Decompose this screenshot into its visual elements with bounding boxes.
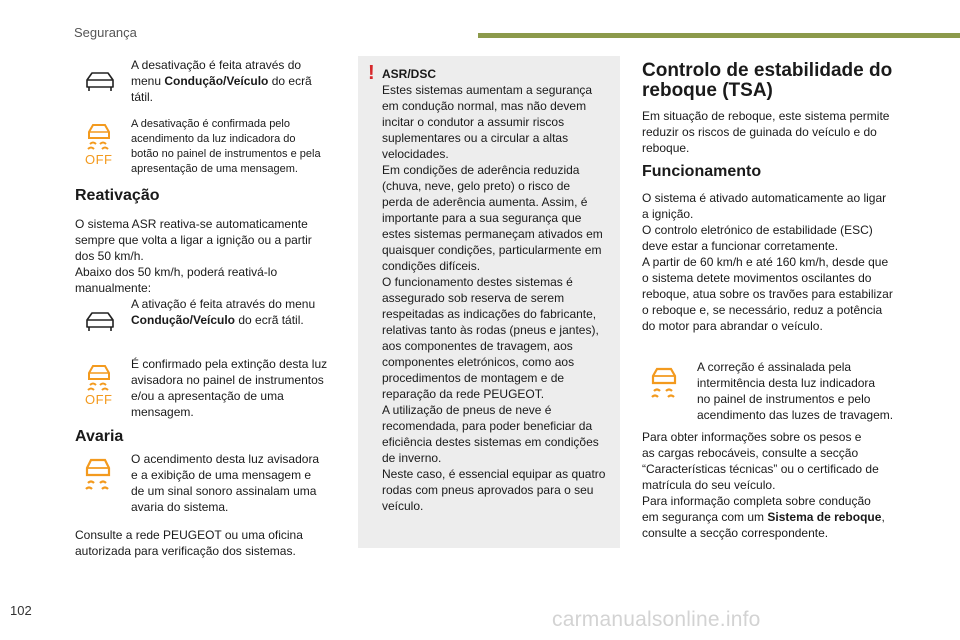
reactivation-text-1: O sistema ASR reativa-se automaticamente xyxy=(75,217,308,231)
text-line: incitar o condutor a assumir riscos xyxy=(382,115,565,129)
text-line: importante para a sua segurança que xyxy=(382,211,582,225)
header-accent-bar xyxy=(478,33,960,38)
trailer-stability-icon xyxy=(648,364,682,404)
text-line: em condução normal, mas não devem xyxy=(382,99,587,113)
text-line: eficiência destes sistemas em condições xyxy=(382,435,599,449)
confirm-text-3: botão no painel de instrumentos e pela xyxy=(131,148,321,160)
confirm2-text-2: avisadora no painel de instrumentos xyxy=(131,373,324,387)
reactivation-text-4: Abaixo dos 50 km/h, poderá reativá-lo xyxy=(75,265,278,279)
text-line: Em condições de aderência reduzida xyxy=(382,163,580,177)
text-line: quaisquer condições, particularmente em xyxy=(382,243,602,257)
text-line: suplementares ou a circular a altas xyxy=(382,131,569,145)
asr-warning-icon xyxy=(82,455,114,497)
text-line: reparação da rede PEUGEOT. xyxy=(382,387,545,401)
info-text-last: em segurança com um Sistema de reboque, xyxy=(642,510,885,524)
text-line: componentes eletrónicos, como aos xyxy=(382,355,575,369)
text-line: (chuva, neve, gelo preto) o risco de xyxy=(382,179,571,193)
confirm-text-4: apresentação de uma mensagem. xyxy=(131,163,298,175)
consult-text-1: Consulte a rede PEUGEOT ou uma oficina xyxy=(75,528,303,542)
system-name: Sistema de reboque xyxy=(767,510,882,524)
confirm-text-2: acendimento da luz indicadora do xyxy=(131,133,296,145)
text-line: matrícula do seu veículo. xyxy=(642,478,776,492)
menu-name: Condução/Veículo xyxy=(164,74,269,88)
avaria-heading: Avaria xyxy=(75,428,124,445)
car-screen-icon xyxy=(84,310,116,332)
off-label: OFF xyxy=(85,392,113,407)
text-line: A utilização de pneus de neve é xyxy=(382,403,552,417)
deactivation-text-1: A desativação é feita através do xyxy=(131,58,302,72)
text-line: o sistema detete movimentos oscilantes do xyxy=(642,271,872,285)
failure-text-4: avaria do sistema. xyxy=(131,500,229,514)
text-line: estes sistemas permaneçam ativados em xyxy=(382,227,603,241)
correction-text-3: no painel de instrumentos e pelo xyxy=(697,392,871,406)
text-line: O sistema é ativado automaticamente ao ligar xyxy=(642,191,887,205)
confirm2-text-1: É confirmado pela extinção desta luz xyxy=(131,357,328,371)
text-line: o reboque e, se necessário, reduz a potência xyxy=(642,303,883,317)
menu-name: Condução/Veículo xyxy=(131,313,236,327)
text-line: respeitadas as indicações do fabricante, xyxy=(382,307,597,321)
page-number: 102 xyxy=(10,603,32,618)
funcionamento-heading: Funcionamento xyxy=(642,163,762,180)
reactivation-text-2: sempre que volta a ligar a ignição ou a partir xyxy=(75,233,312,247)
tsa-intro-1: Em situação de reboque, este sistema permite xyxy=(642,109,890,123)
text-line: Para obter informações sobre os pesos e xyxy=(642,430,862,444)
text-line: relativas tanto às rodas (pneus e jantes), xyxy=(382,323,599,337)
text-line: veículo. xyxy=(382,499,424,513)
text-line: O funcionamento destes sistemas é xyxy=(382,275,573,289)
text-line: reboque, atua sobre os travões para estabilizar xyxy=(642,287,893,301)
text-line: condições difíceis. xyxy=(382,259,481,273)
car-screen-icon xyxy=(84,70,116,92)
activation-text-2: Condução/Veículo do ecrã tátil. xyxy=(131,313,304,327)
watermark: carmanualsonline.info xyxy=(552,608,761,631)
text-line: recomendada, para poder beneficiar da xyxy=(382,419,593,433)
reativacao-heading: Reativação xyxy=(75,187,160,204)
confirm-text-1: A desativação é confirmada pelo xyxy=(131,118,290,130)
tsa-intro-3: reboque. xyxy=(642,141,690,155)
failure-text-3: de um sinal sonoro assinalam uma xyxy=(131,484,317,498)
text-line: do motor para abrandar o veículo. xyxy=(642,319,823,333)
section-label: Segurança xyxy=(74,25,137,40)
text-line: perda de aderência aumenta. Assim, é xyxy=(382,195,588,209)
deactivation-text-3: tátil. xyxy=(131,90,154,104)
text-line: velocidades. xyxy=(382,147,449,161)
warning-exclamation-icon: ! xyxy=(368,62,375,84)
text-line: “Características técnicas” ou o certificado de xyxy=(642,462,879,476)
text-line: procedimentos de montagem e de xyxy=(382,371,565,385)
confirm2-text-4: mensagem. xyxy=(131,405,194,419)
tsa-title-line-1: Controlo de estabilidade do xyxy=(642,60,893,81)
text-line: as cargas rebocáveis, consulte a secção xyxy=(642,446,859,460)
off-label: OFF xyxy=(85,152,113,167)
tsa-intro-2: reduzir os riscos de guinada do veículo e do xyxy=(642,125,877,139)
confirm2-text-3: e/ou a apresentação de uma xyxy=(131,389,284,403)
consult-text-2: autorizada para verificação dos sistemas. xyxy=(75,544,296,558)
correction-text-4: acendimento das luzes de travagem. xyxy=(697,408,894,422)
reactivation-text-3: dos 50 km/h. xyxy=(75,249,144,263)
info-text-end: consulte a secção correspondente. xyxy=(642,526,829,540)
activation-text-1: A ativação é feita através do menu xyxy=(131,297,316,311)
text-line: O controlo eletrónico de estabilidade (ESC) xyxy=(642,223,873,237)
text-line: Para informação completa sobre condução xyxy=(642,494,871,508)
warning-title: ASR/DSC xyxy=(382,67,437,81)
text-line: aos componentes de travagem, aos xyxy=(382,339,573,353)
text-line: A partir de 60 km/h e até 160 km/h, desde que xyxy=(642,255,889,269)
text-line: Neste caso, é essencial equipar as quatro xyxy=(382,467,606,481)
correction-text-1: A correção é assinalada pela xyxy=(697,360,852,374)
text-line: rodas com pneus aprovados para o seu xyxy=(382,483,594,497)
text-line: Estes sistemas aumentam a segurança xyxy=(382,83,593,97)
failure-text-2: e a exibição de uma mensagem e xyxy=(131,468,312,482)
failure-text-1: O acendimento desta luz avisadora xyxy=(131,452,320,466)
text-line: de inverno. xyxy=(382,451,442,465)
correction-text-2: intermitência desta luz indicadora xyxy=(697,376,876,390)
tsa-title-line-2: reboque (TSA) xyxy=(642,80,773,101)
deactivation-text-2: menu Condução/Veículo do ecrã xyxy=(131,74,312,88)
reactivation-text-5: manualmente: xyxy=(75,281,152,295)
text-line: deve estar a funcionar corretamente. xyxy=(642,239,839,253)
text-line: a ignição. xyxy=(642,207,694,221)
text-line: assegurado sob reserva de serem xyxy=(382,291,565,305)
